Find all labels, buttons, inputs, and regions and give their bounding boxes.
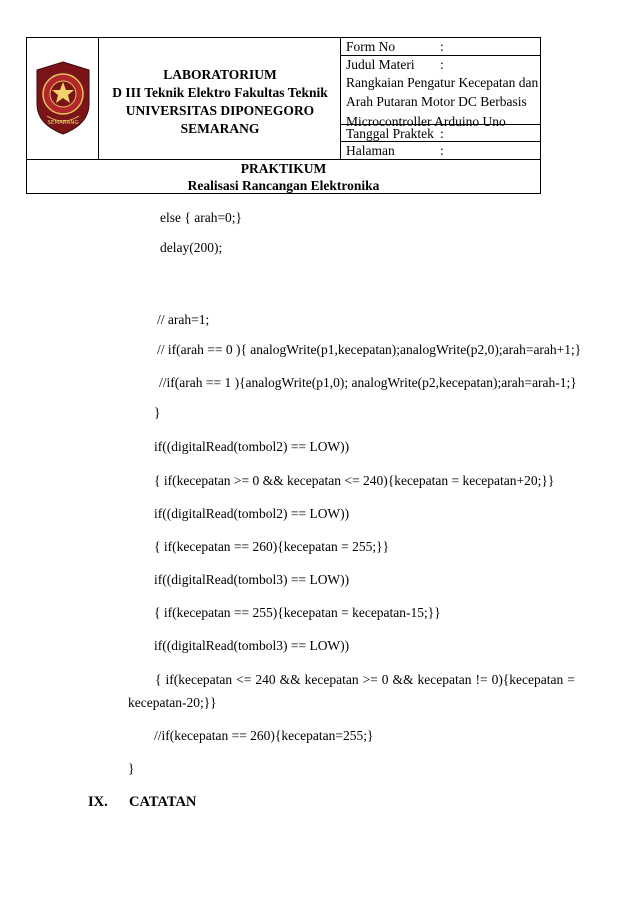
code-line: { if(kecepatan == 255){kecepatan = kecepatan-15;}} <box>154 605 441 620</box>
code-line: if((digitalRead(tombol3) == LOW)) <box>154 638 350 653</box>
code-line: { if(kecepatan >= 0 && kecepatan <= 240){kecepatan = kecepatan+20;}} <box>154 473 555 488</box>
code-line: // if(arah == 0 ){ analogWrite(p1,kecepatan);analogWrite(p2,0);arah=arah+1;} <box>157 342 582 357</box>
halaman-field: Halaman : <box>346 143 444 158</box>
code-line: //if(kecepatan == 260){kecepatan=255;} <box>154 728 374 743</box>
code-line-justified: { if(kecepatan <= 240 && kecepatan >= 0 && kecepatan != 0){kecepatan = <box>155 672 575 687</box>
section-number: IX. <box>88 794 108 810</box>
code-line: { if(kecepatan == 260){kecepatan = 255;}} <box>154 539 390 554</box>
code-line: } <box>128 761 135 776</box>
university-logo-icon <box>33 60 93 136</box>
judul-materi-field: Judul Materi : <box>346 57 444 72</box>
code-line: // arah=1; <box>157 312 210 327</box>
code-line: delay(200); <box>160 240 223 255</box>
judul-materi-value: Rangkaian Pengatur Kecepatan dan Arah Putaran Motor DC Berbasis Microcontroller Arduino Uno <box>346 75 539 129</box>
praktikum-title: PRAKTIKUM <box>240 161 327 176</box>
code-line: } <box>154 405 161 420</box>
code-line: kecepatan-20;}} <box>128 695 217 710</box>
section-title: CATATAN <box>129 794 197 810</box>
tanggal-praktek-field: Tanggal Praktek : <box>346 126 444 141</box>
code-line: if((digitalRead(tombol3) == LOW)) <box>154 572 350 587</box>
code-line: else { arah=0;} <box>160 210 243 225</box>
code-line: if((digitalRead(tombol2) == LOW)) <box>154 506 350 521</box>
laboratory-title: LABORATORIUM D III Teknik Elektro Fakultas Teknik UNIVERSITAS DIPONEGORO SEMARANG <box>112 67 328 136</box>
praktikum-subtitle: Realisasi Rancangan Elektronika <box>187 178 380 193</box>
header-table <box>26 37 541 194</box>
logo-text: SEMARANG <box>47 120 79 126</box>
code-line: //if(arah == 1 ){analogWrite(p1,0); analogWrite(p2,kecepatan);arah=arah-1;} <box>159 375 577 390</box>
form-no-field: Form No : <box>346 39 444 54</box>
code-line: if((digitalRead(tombol2) == LOW)) <box>154 439 350 454</box>
